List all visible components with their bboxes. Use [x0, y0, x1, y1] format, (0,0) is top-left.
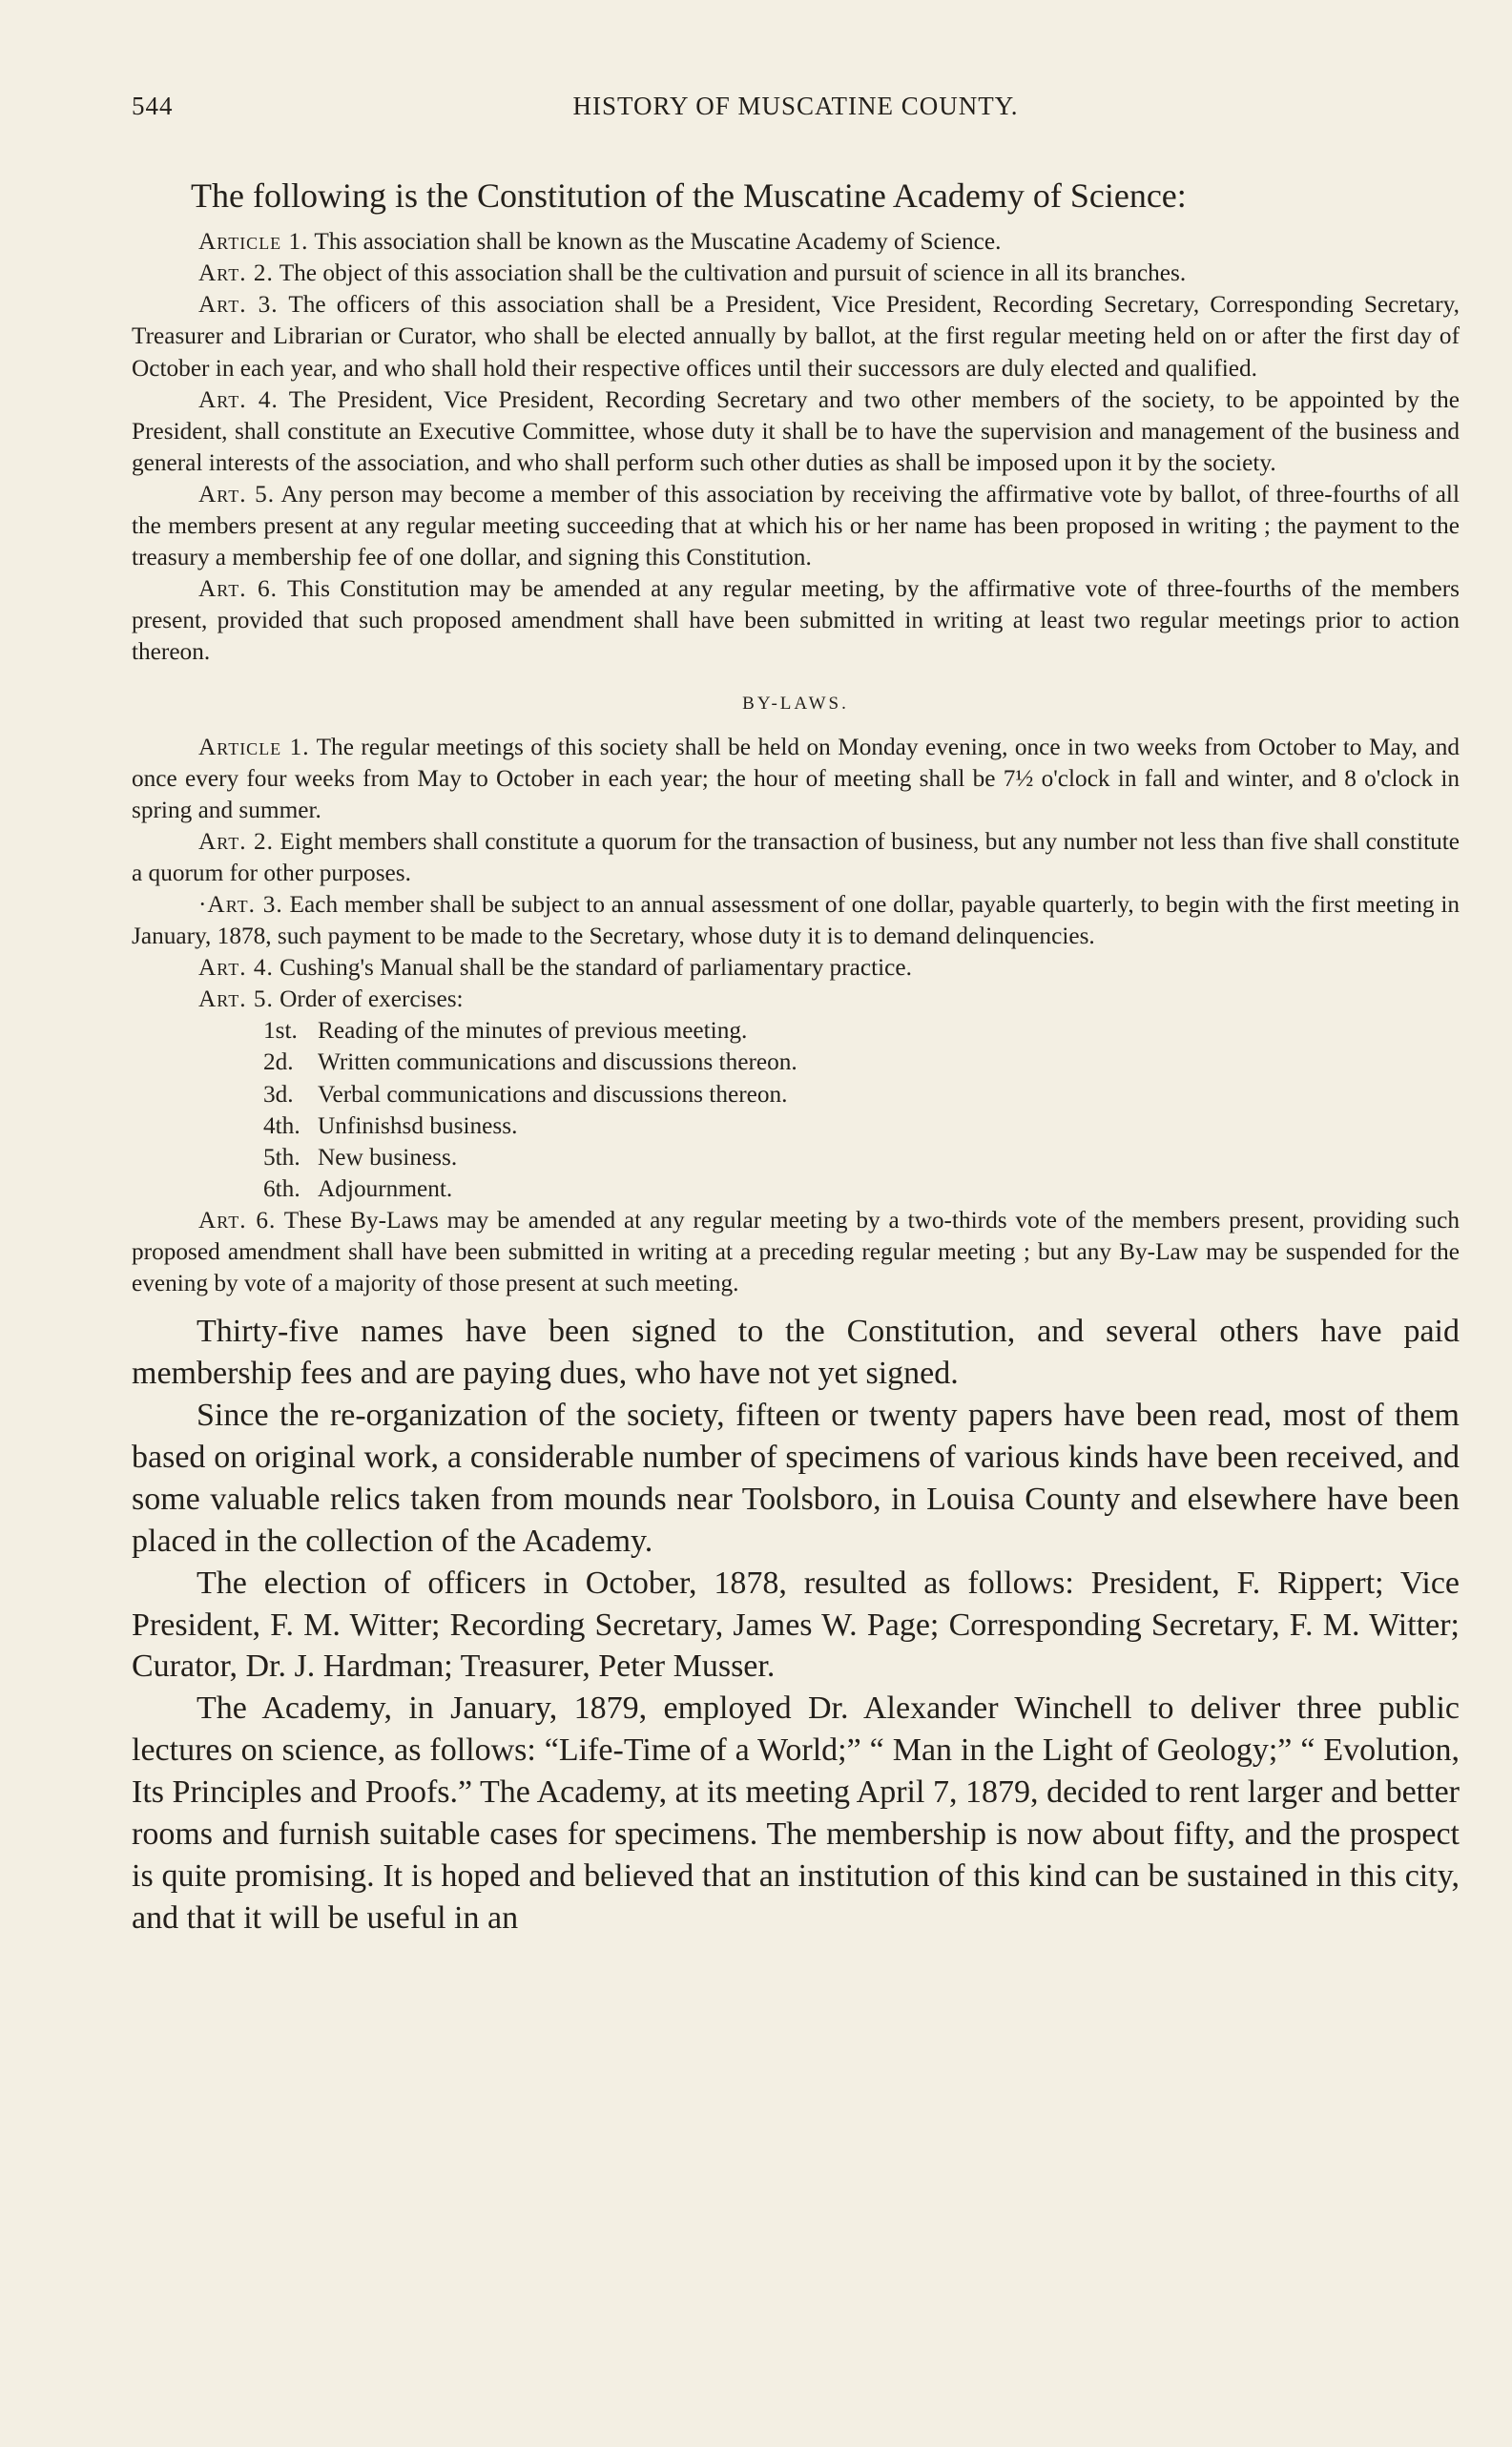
constitution-article	[132, 479, 1460, 573]
article-text: Eight members shall constitute a quorum for the transaction of business, but any number not less than five shall constitute a quorum for other purposes.	[132, 827, 1460, 886]
article-text: The officers of this association shall be a President, Vice President, Recording Secretary, Corresponding Secretary, Treasurer and Librarian or Curator, who shall be elected annually by ballot, at the first regular meeting held on or after the first day of October in each year, and who shall hold their respective offices until their successors are duly elected and qualified.	[132, 291, 1460, 382]
list-item-number: 6th.	[263, 1174, 300, 1202]
article-label: Art. 6.	[198, 1206, 277, 1234]
list-item-number: 5th.	[263, 1143, 300, 1171]
running-head	[132, 92, 1460, 135]
body-paragraph: The Academy, in January, 1879, employed Dr. Alexander Winchell to deliver three public lectures on science, as follows: “Life-Time of a World;” “ Man in the Light of Geology;” “ Evolution, Its Principles and Proofs.” The Academy, at its meeting April 7, 1879, decided to rent larger and better rooms and furnish suitable cases for specimens. The membership is now about fifty, and the prospect is quite promising. It is hoped and believed that an institution of this kind can be sustained in this city, and that it will be useful in an	[132, 1690, 1460, 1936]
article-label: Art. 2.	[198, 259, 274, 287]
article-text: Any person may become a member of this association by receiving the affirmative vote by ballot, of three-fourths of all the members present at any regular meeting succeeding that at which his or her name has been proposed in writing ; the payment to the treasury a membership fee of one dollar, and signing this Constitution.	[132, 480, 1460, 571]
list-item-text: Written communications and discussions thereon.	[318, 1048, 797, 1076]
constitution-intro: The following is the Constitution of the Muscatine Academy of Science:	[191, 176, 1187, 215]
constitution-articles	[132, 226, 1460, 668]
constitution-article	[132, 226, 1460, 258]
article-label: Art. 5.	[198, 480, 276, 508]
list-item-text: Reading of the minutes of previous meeting.	[318, 1017, 748, 1045]
list-item-text: Unfinishsd business.	[318, 1111, 518, 1139]
list-item	[263, 1173, 1460, 1205]
article-text: Each member shall be subject to an annual assessment of one dollar, payable quarterly, to begin with the first meeting in January, 1878, such payment to be made to the Secretary, whose duty it is to demand delinquencies.	[132, 890, 1460, 950]
body-paragraph: The election of officers in October, 1878, resulted as follows: President, F. Rippert; Vice President, F. M. Witter; Recording Secretary, James W. Page; Corresponding Secretary, F. M. Witter; Curator, Dr. J. Hardman; Treasurer, Peter Musser.	[132, 1565, 1460, 1685]
running-title: HISTORY OF MUSCATINE COUNTY.	[572, 92, 1019, 120]
list-item	[263, 1110, 1460, 1142]
list-item-number: 4th.	[263, 1111, 300, 1139]
article-text: This Constitution may be amended at any regular meeting, by the affirmative vote of three-fourths of the members present, provided that such proposed amendment shall have been submitted in writing at least two regular meetings prior to action thereon.	[132, 575, 1460, 666]
bylaws-final	[132, 1205, 1460, 1299]
order-of-exercises	[132, 1015, 1460, 1205]
article-text: Order of exercises:	[280, 985, 464, 1013]
article-label: Article 1.	[198, 228, 309, 256]
article-label: Art. 6.	[198, 575, 278, 603]
book-page	[132, 92, 1460, 1939]
list-item-text: Verbal communications and discussions thereon.	[318, 1080, 788, 1108]
article-label: Art. 5.	[198, 985, 274, 1013]
article-text: The object of this association shall be the cultivation and pursuit of science in all its branches.	[279, 259, 1187, 287]
page-number: 544	[132, 92, 174, 120]
constitution-article	[132, 258, 1460, 289]
body-paragraph: Thirty-five names have been signed to the Constitution, and several others have paid membership fees and are paying dues, who have not yet signed.	[132, 1314, 1460, 1392]
bylaw-article	[132, 952, 1460, 984]
list-item	[263, 1079, 1460, 1110]
bylaws-articles	[132, 732, 1460, 1016]
list-item-text: New business.	[318, 1143, 458, 1171]
article-label: Article 1.	[198, 733, 310, 760]
body-paragraph: Since the re-organization of the society, fifteen or twenty papers have been read, most of them based on original work, a considerable number of specimens of various kinds have been received, and some valuable relics taken from mounds near Toolsboro, in Louisa County and elsewhere have been placed in the collection of the Academy.	[132, 1398, 1460, 1559]
bylaws-heading: BY-LAWS.	[742, 693, 849, 714]
article-text: This association shall be known as the Muscatine Academy of Science.	[314, 228, 1002, 256]
list-item-number: 2d.	[263, 1048, 294, 1076]
constitution-article	[132, 573, 1460, 668]
article-text: The regular meetings of this society shall be held on Monday evening, once in two weeks from October to May, and once every four weeks from May to October in each year; the hour of meeting shall be 7½ o'clock in fall and winter, and 8 o'clock in spring and summer.	[132, 733, 1460, 823]
article-label: Art. 4.	[198, 954, 274, 982]
article-label: Art. 2.	[198, 827, 274, 855]
list-item	[263, 1047, 1460, 1078]
article-label: Art. 4.	[198, 385, 279, 413]
article-label: ·Art. 3.	[198, 890, 283, 918]
bylaw-article	[132, 1205, 1460, 1299]
article-text: The President, Vice President, Recording Secretary and two other members of the society, to be appointed by the President, shall constitute an Executive Committee, whose duty it shall be to have the supervision and management of the business and general interests of the association, and who shall perform such other duties as shall be imposed upon it by the society.	[132, 385, 1460, 476]
article-text: Cushing's Manual shall be the standard of parliamentary practice.	[280, 954, 912, 982]
bylaw-article	[132, 889, 1460, 952]
list-item-text: Adjournment.	[318, 1174, 453, 1202]
list-item	[263, 1142, 1460, 1173]
list-item	[263, 1015, 1460, 1047]
article-text: These By-Laws may be amended at any regular meeting by a two-thirds vote of the members present, providing such proposed amendment shall have been submitted in writing at a preceding regular meeting ; but any By-Law may be suspended for the evening by vote of a majority of those present at such meeting.	[132, 1206, 1460, 1297]
bylaw-article	[132, 984, 1460, 1015]
list-item-number: 3d.	[263, 1080, 294, 1108]
list-item-number: 1st.	[263, 1017, 298, 1045]
article-label: Art. 3.	[198, 291, 279, 319]
bylaw-article	[132, 826, 1460, 889]
bylaw-article	[132, 732, 1460, 826]
constitution-article	[132, 384, 1460, 479]
narrative-body	[132, 1311, 1460, 1939]
constitution-article	[132, 289, 1460, 384]
